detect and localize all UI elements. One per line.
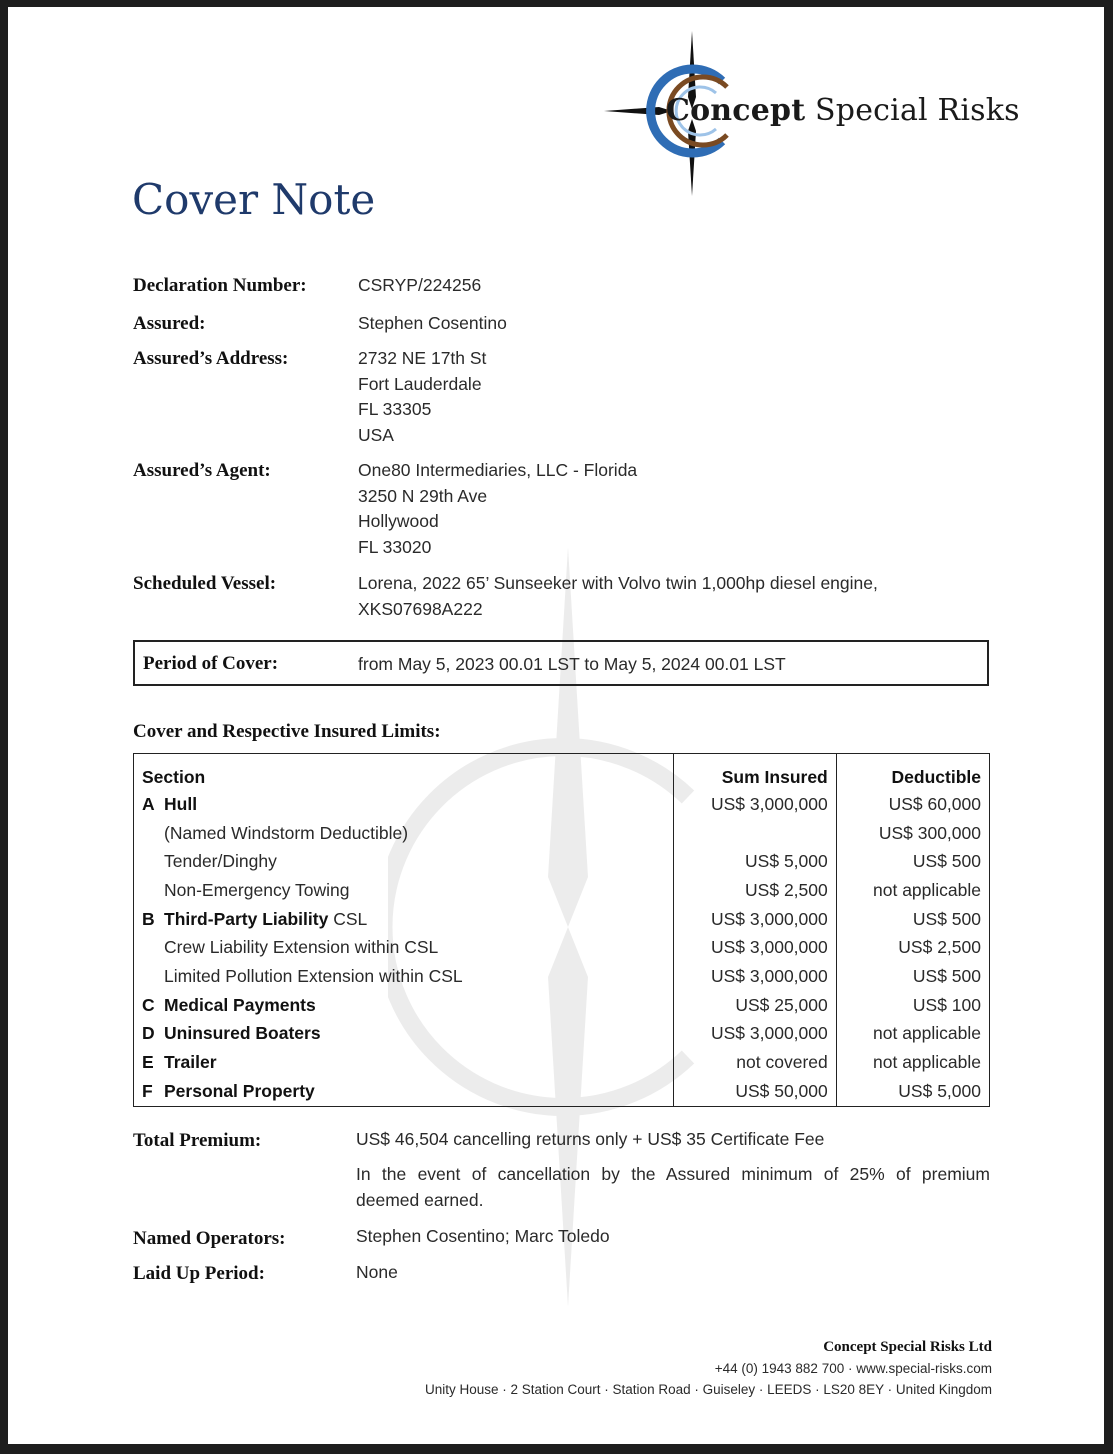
address-line: Fort Lauderdale — [358, 373, 482, 394]
sum-insured-cell: US$ 2,500 — [673, 876, 836, 905]
table-row — [134, 991, 990, 1020]
assured-label: Assured: — [133, 313, 206, 334]
section-cell: Crew Liability Extension within CSL — [164, 937, 439, 958]
deductible-cell: US$ 100 — [836, 991, 989, 1020]
page-title: Cover Note — [132, 175, 376, 224]
vessel-label: Scheduled Vessel: — [133, 573, 277, 594]
agent-line: FL 33020 — [358, 536, 432, 557]
company-logo — [604, 31, 1020, 203]
laid-up-label: Laid Up Period: — [133, 1263, 265, 1284]
period-value: from May 5, 2023 00.01 LST to May 5, 2024 00.01 LST — [358, 654, 786, 674]
section-cell: E Trailer — [142, 1052, 217, 1073]
deductible-cell: US$ 300,000 — [836, 819, 989, 848]
section-cell: Tender/Dinghy — [164, 851, 277, 872]
deductible-cell: US$ 60,000 — [836, 790, 989, 819]
footer-company: Concept Special Risks Ltd — [823, 1339, 992, 1355]
column-header-sum-insured: Sum Insured — [673, 754, 836, 791]
deductible-cell: US$ 500 — [836, 905, 989, 934]
table-row — [134, 962, 990, 991]
deductible-cell: US$ 500 — [836, 962, 989, 991]
sum-insured-cell: US$ 5,000 — [673, 847, 836, 876]
sum-insured-cell: US$ 3,000,000 — [673, 790, 836, 819]
column-header-section: Section — [142, 767, 206, 787]
logo-wordmark: Concept Special Risks — [666, 93, 1020, 128]
column-header-deductible: Deductible — [836, 754, 989, 791]
table-row — [134, 819, 990, 848]
agent-line: 3250 N 29th Ave — [358, 485, 488, 506]
agent-line: One80 Intermediaries, LLC - Florida — [358, 460, 638, 480]
vessel-line: Lorena, 2022 65’ Sunseeker with Volvo twin 1,000hp diesel engine, — [358, 573, 878, 593]
footer-contact: +44 (0) 1943 882 700 · www.special-risks.com — [714, 1361, 992, 1376]
operators-value: Stephen Cosentino; Marc Toledo — [356, 1226, 610, 1246]
table-row — [134, 1048, 990, 1077]
period-label: Period of Cover: — [143, 653, 279, 674]
premium-note — [356, 1162, 990, 1213]
agent-line: Hollywood — [358, 511, 439, 531]
table-row — [134, 876, 990, 905]
premium-note-line: deemed earned. — [356, 1189, 484, 1210]
laid-up-value: None — [356, 1262, 398, 1282]
agent-label: Assured’s Agent: — [133, 460, 271, 481]
declaration-label: Declaration Number: — [133, 275, 307, 296]
vessel-line: XKS07698A222 — [358, 598, 483, 619]
deductible-cell: US$ 2,500 — [836, 933, 989, 962]
section-cell: B Third-Party Liability CSL — [142, 908, 368, 929]
section-cell: C Medical Payments — [142, 994, 316, 1015]
deductible-cell: not applicable — [836, 1048, 989, 1077]
table-row — [134, 1020, 990, 1049]
operators-label: Named Operators: — [133, 1228, 286, 1249]
section-cell: F Personal Property — [142, 1080, 315, 1101]
footer-address: Unity House · 2 Station Court · Station Road · Guiseley · LEEDS · LS20 8EY · United Kingdom — [424, 1382, 992, 1397]
address-label: Assured’s Address: — [133, 348, 289, 369]
limits-heading: Cover and Respective Insured Limits: — [133, 721, 441, 742]
sum-insured-cell: US$ 50,000 — [673, 1077, 836, 1106]
sum-insured-cell: US$ 3,000,000 — [673, 1020, 836, 1049]
assured-value: Stephen Cosentino — [358, 313, 507, 333]
table-row — [134, 847, 990, 876]
deductible-cell: US$ 5,000 — [836, 1077, 989, 1106]
deductible-cell: not applicable — [836, 1020, 989, 1049]
premium-label: Total Premium: — [133, 1130, 262, 1151]
section-cell: (Named Windstorm Deductible) — [164, 822, 409, 843]
address-line: FL 33305 — [358, 399, 432, 419]
sum-insured-cell: US$ 3,000,000 — [673, 933, 836, 962]
address-line: USA — [358, 424, 394, 445]
agent-block — [358, 458, 637, 560]
limits-table — [133, 753, 990, 1107]
table-row — [134, 905, 990, 934]
sum-insured-cell: US$ 25,000 — [673, 991, 836, 1020]
section-cell: Limited Pollution Extension within CSL — [164, 965, 463, 986]
table-row — [134, 933, 990, 962]
address-line: 2732 NE 17th St — [358, 348, 487, 368]
premium-value: US$ 46,504 cancelling returns only + US$ 35 Certificate Fee — [356, 1129, 825, 1149]
table-header-row — [134, 754, 990, 791]
deductible-cell: US$ 500 — [836, 847, 989, 876]
table-row — [134, 790, 990, 819]
section-cell: Non-Emergency Towing — [164, 879, 350, 900]
premium-note-line: In the event of cancellation by the Assured minimum of 25% of premium — [356, 1164, 990, 1184]
sum-insured-cell: not covered — [673, 1048, 836, 1077]
sum-insured-cell: US$ 3,000,000 — [673, 905, 836, 934]
period-of-cover-box — [133, 640, 989, 686]
section-cell: A Hull — [142, 793, 198, 814]
sum-insured-cell — [673, 819, 836, 848]
sum-insured-cell: US$ 3,000,000 — [673, 962, 836, 991]
deductible-cell: not applicable — [836, 876, 989, 905]
table-row — [134, 1077, 990, 1106]
document-page — [8, 7, 1104, 1444]
vessel-block — [358, 571, 878, 622]
section-cell: D Uninsured Boaters — [142, 1023, 321, 1044]
address-block — [358, 346, 486, 448]
declaration-value: CSRYP/224256 — [358, 275, 482, 295]
